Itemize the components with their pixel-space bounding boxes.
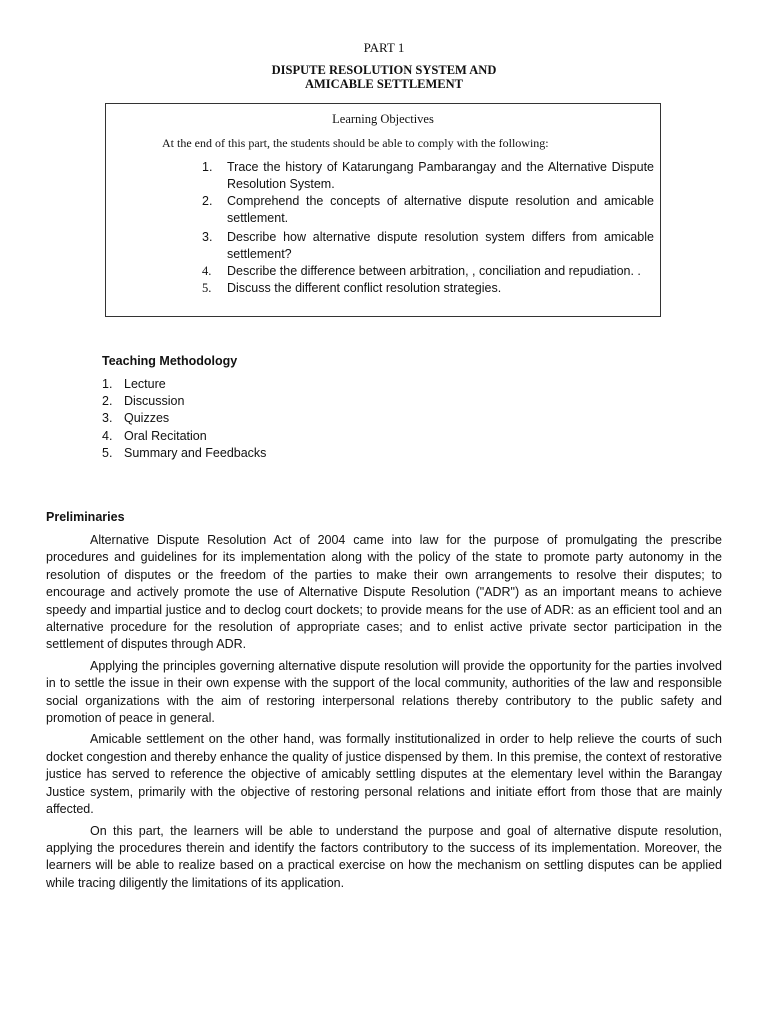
part-label: PART 1 [363,40,405,55]
methodology-number: 1. [102,377,113,391]
objective-text: Describe how alternative dispute resolution system differs from amicable settlement? [227,230,654,261]
paragraph: Alternative Dispute Resolution Act of 2004 came into law for the purpose of promulgating the prescribe procedures and guidelines for its implementation along with the policy of the state to promote party autonomy in the resolution of disputes or the freedom of the parties to make their own arrangements to resolve their disputes; to encourage and actively promote the use of Alternative Dispute Resolution ("ADR") as an important means to achieve speedy and impartial justice and to declog court dockets; to provide means for the use of ADR: as an efficient tool and an alternative procedure for the resolution of appropriate cases; and to enlist active private sector participation in the settlement of disputes through ADR. [46,533,722,652]
objective-number: 3. [202,230,213,244]
preliminaries-body [46,532,722,896]
objective-item [202,193,654,227]
methodology-text: Summary and Feedbacks [124,445,267,460]
objective-number: 5. [202,281,212,295]
methodology-number: 2. [102,394,113,409]
paragraph: Applying the principles governing alternative dispute resolution will provide the opportunity for the parties involved in to settle the issue in their own expense with the support of the local community, authorities of the law and responsible social organizations with the aim of restoring interpersonal relations thereby contributory to the public safety and promotion of peace in general. [46,658,722,726]
methodology-item [102,428,266,445]
objective-text: Describe the difference between arbitration, , conciliation and repudiation. . [227,264,641,278]
methodology-item [102,376,266,393]
methodology-text: Oral Recitation [124,428,207,443]
methodology-text: Discussion [124,394,185,409]
methodology-item [102,445,266,462]
learning-objectives-intro: At the end of this part, the students should be able to comply with the following: [162,136,549,150]
methodology-item [102,393,266,410]
teaching-methodology-heading: Teaching Methodology [102,354,238,368]
objective-item [202,159,654,193]
objective-text: Discuss the different conflict resolution strategies. [227,281,502,295]
document-title [0,63,768,91]
learning-objectives-list [202,159,654,297]
paragraph: Amicable settlement on the other hand, was formally institutionalized in order to help relieve the courts of such docket congestion and thereby enhance the quality of justice dispensed by them. In this premise, the context of restorative justice has served to reference the objective of amicably settling disputes at the elementary level within the Barangay Justice system, primarily with the objective of restoring personal relations and initiate effort from those that are mainly affected. [46,732,722,817]
objective-item [202,280,654,297]
objective-number: 2. [202,194,213,208]
methodology-item [102,410,266,427]
paragraph: On this part, the learners will be able to understand the purpose and goal of alternative dispute resolution, applying the procedures therein and identify the factors contributory to the success of its implementation. Moreover, the learners will be able to realize based on a practical exercise on how the mechanism on settling disputes can be applied while tracing diligently the limitations of its application. [46,823,722,890]
title-line-2: AMICABLE SETTLEMENT [304,77,464,91]
objective-number: 4. [202,264,212,278]
methodology-text: Lecture [124,377,166,391]
methodology-number: 3. [102,411,113,426]
methodology-text: Quizzes [124,411,170,426]
objective-item [202,229,654,263]
objective-text: Trace the history of Katarungang Pambarangay and the Alternative Dispute Resolution System. [227,160,654,191]
teaching-methodology-list [102,376,266,462]
objective-item [202,263,654,280]
objective-text: Comprehend the concepts of alternative dispute resolution and amicable settlement. [227,194,654,225]
learning-objectives-heading: Learning Objectives [332,112,434,126]
preliminaries-heading: Preliminaries [46,510,125,524]
title-line-1: DISPUTE RESOLUTION SYSTEM AND [271,63,497,77]
learning-objectives-box [105,103,661,317]
objective-number: 1. [202,160,213,174]
methodology-number: 4. [102,428,113,443]
methodology-number: 5. [102,445,113,460]
